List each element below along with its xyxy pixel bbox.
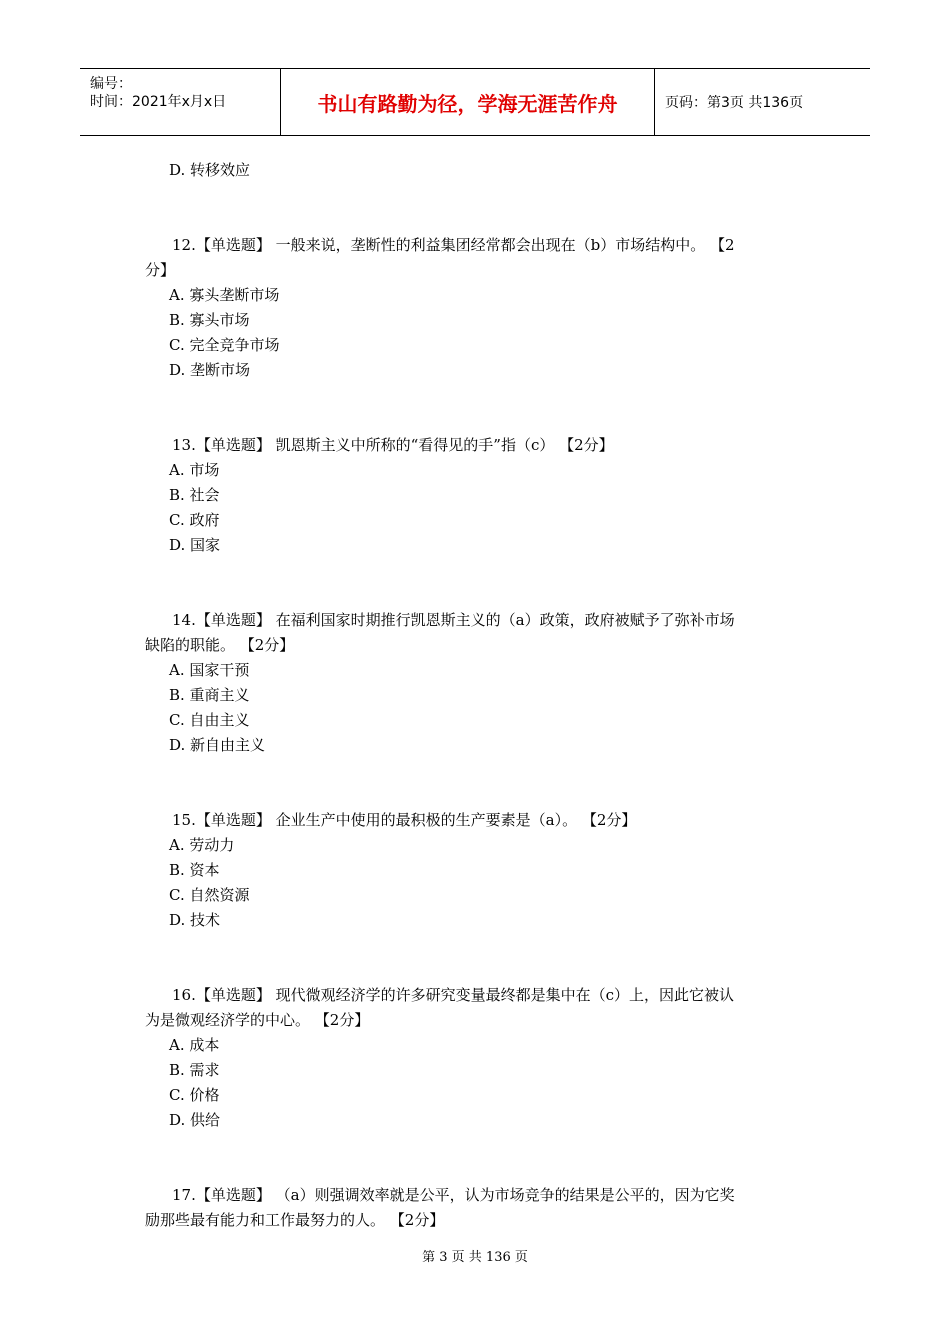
answer-option: D. 技术 (169, 911, 221, 929)
answer-option: B. 资本 (169, 861, 220, 879)
question-text-line: 17.【单选题】 （a）则强调效率就是公平，认为市场竞争的结果是公平的，因为它奖 (172, 1186, 735, 1204)
answer-option: B. 需求 (169, 1061, 220, 1079)
header-info-cell (80, 69, 281, 135)
answer-option: C. 价格 (169, 1086, 220, 1104)
doc-time-label: 时间：2021年x月x日 (90, 94, 227, 110)
question-text-line: 励那些最有能力和工作最努力的人。 【2分】 (145, 1211, 445, 1229)
question-text-line: 分】 (145, 261, 176, 279)
question-text-line: 16.【单选题】 现代微观经济学的许多研究变量最终都是集中在（c）上，因此它被认 (172, 986, 735, 1004)
answer-option: D. 垄断市场 (169, 361, 251, 379)
question-text-line: 缺陷的职能。 【2分】 (145, 636, 295, 654)
answer-option: D. 供给 (169, 1111, 221, 1129)
header-motto: 书山有路勤为径，学海无涯苦作舟 (281, 69, 655, 135)
question-text-line: 14.【单选题】 在福利国家时期推行凯恩斯主义的（a）政策，政府被赋予了弥补市场 (172, 611, 735, 629)
question-14 (145, 608, 810, 758)
answer-option: A. 寡头垄断市场 (169, 286, 280, 304)
question-text-line: 13.【单选题】 凯恩斯主义中所称的“看得见的手”指（c） 【2分】 (172, 436, 614, 454)
page-header (80, 68, 870, 136)
question-17 (145, 1183, 810, 1233)
question-text-line: 15.【单选题】 企业生产中使用的最积极的生产要素是（a）。 【2分】 (172, 811, 637, 829)
question-12 (145, 233, 810, 383)
answer-option: C. 自然资源 (169, 886, 250, 904)
answer-option: A. 成本 (169, 1036, 220, 1054)
answer-option: B. 寡头市场 (169, 311, 250, 329)
question-text-line: 12.【单选题】 一般来说，垄断性的利益集团经常都会出现在（b）市场结构中。 【2 (172, 236, 735, 254)
answer-option: C. 政府 (169, 511, 220, 529)
question-15 (145, 808, 810, 933)
doc-number-label: 编号： (90, 76, 132, 92)
question-list (145, 158, 810, 1233)
page-footer: 第 3 页 共 136 页 (422, 1250, 528, 1265)
answer-option: B. 社会 (169, 486, 220, 504)
answer-option: A. 市场 (169, 461, 220, 479)
prev-question-option: D. 转移效应 (169, 161, 251, 179)
header-page-label: 页码：第3页 共136页 (665, 95, 804, 111)
answer-option: A. 国家干预 (169, 661, 250, 679)
answer-option: A. 劳动力 (169, 836, 235, 854)
question-16 (145, 983, 810, 1133)
answer-option: D. 新自由主义 (169, 736, 266, 754)
answer-option: C. 完全竞争市场 (169, 336, 280, 354)
question-13 (145, 433, 810, 558)
answer-option: C. 自由主义 (169, 711, 250, 729)
answer-option: B. 重商主义 (169, 686, 250, 704)
answer-option: D. 国家 (169, 536, 221, 554)
question-text-line: 为是微观经济学的中心。 【2分】 (145, 1011, 370, 1029)
